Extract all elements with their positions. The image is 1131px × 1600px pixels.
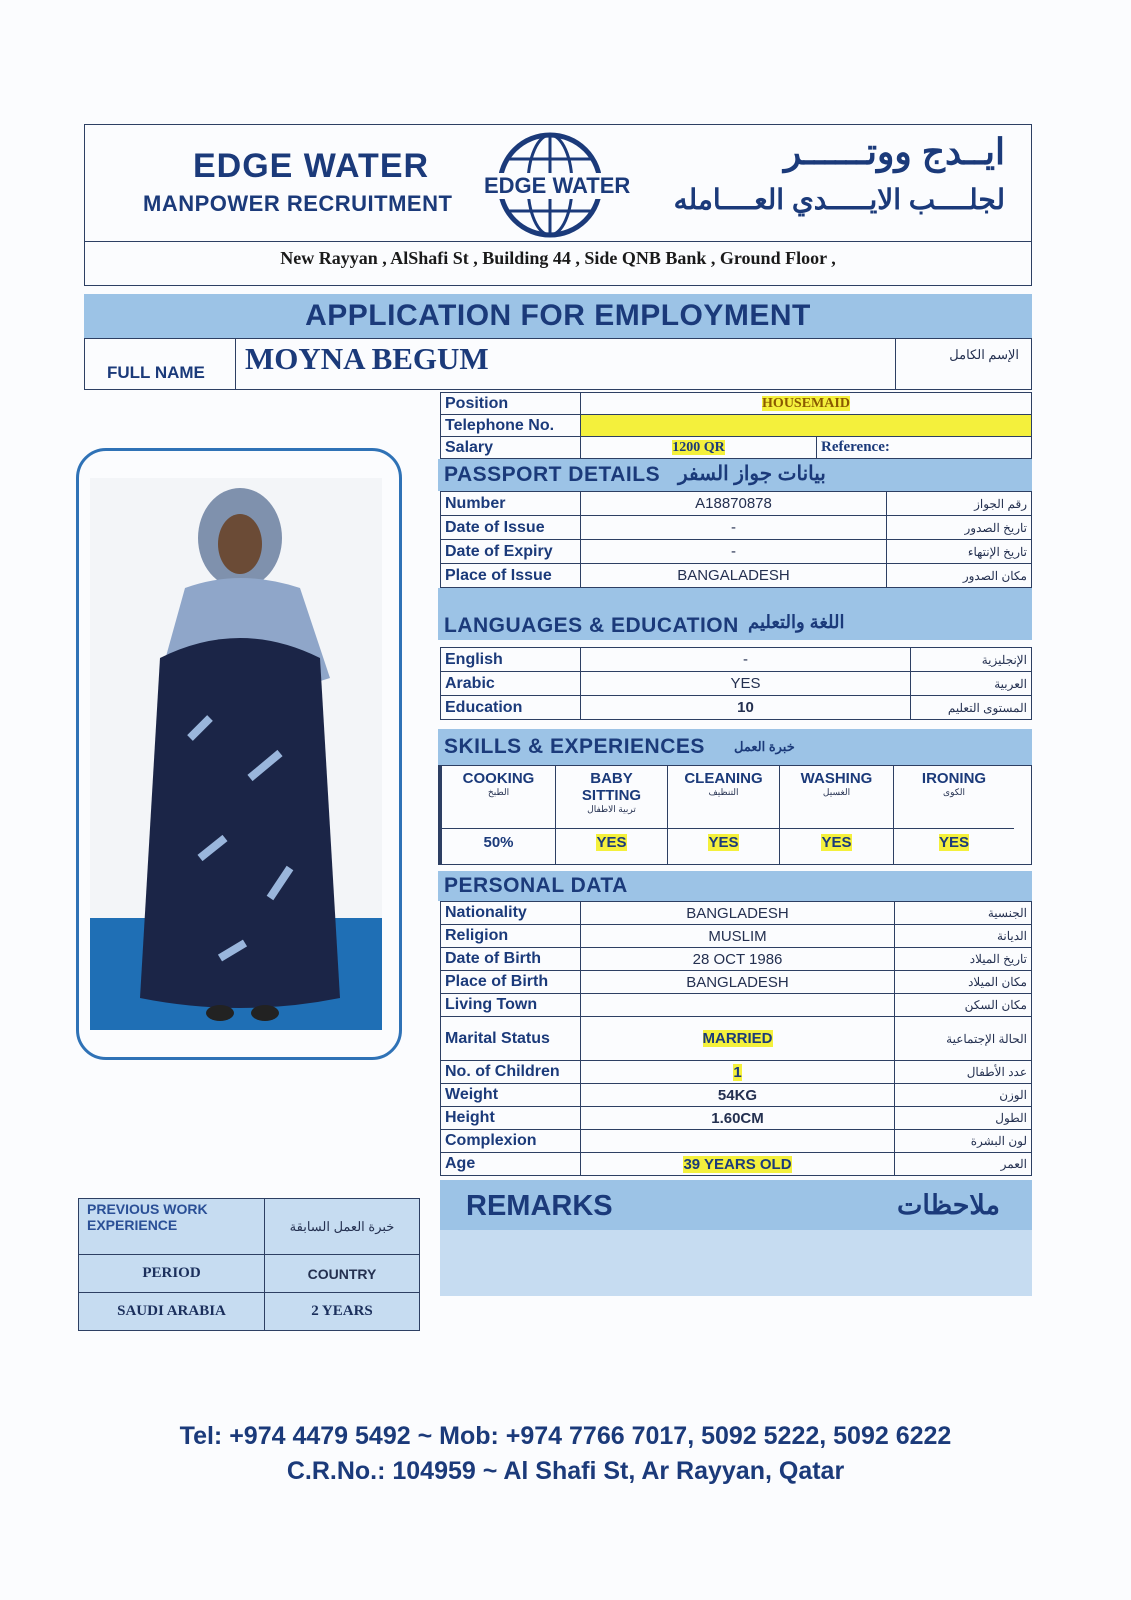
footer-line1: Tel: +974 4479 5492 ~ Mob: +974 7766 7017, 5092 5222, 5092 6222 [179, 1422, 952, 1450]
personal-value: 54KG [717, 1086, 758, 1104]
passport-value: - [731, 519, 736, 536]
personal-label-ar: الطول [895, 1107, 1032, 1130]
country-header: COUNTRY [265, 1255, 420, 1293]
personal-label-ar: مكان السكن [895, 994, 1032, 1017]
telephone-label: Telephone No. [441, 415, 581, 437]
position-label: Position [441, 393, 581, 415]
skill-value: YES [938, 834, 969, 851]
remarks-title-ar: ملاحظات [896, 1190, 1000, 1220]
personal-value: 1 [733, 1063, 742, 1081]
personal-row [441, 902, 1032, 925]
skill-name: BABY [590, 770, 633, 787]
full-name-label: FULL NAME [107, 363, 205, 382]
passport-label-ar: تاريخ الصدور [887, 516, 1032, 540]
personal-value: 28 OCT 1986 [692, 950, 783, 968]
passport-section-header [438, 459, 1032, 491]
passport-row [441, 492, 1032, 516]
languages-label-ar: المستوى التعليم [911, 696, 1032, 720]
personal-label-ar: الحالة الإجتماعية [895, 1017, 1032, 1061]
languages-value: YES [730, 675, 761, 692]
passport-value: - [731, 543, 736, 560]
address-bar [84, 242, 1032, 286]
languages-section-header [438, 588, 1032, 640]
personal-label-ar: الجنسية [895, 902, 1032, 925]
skill-washing [780, 766, 894, 864]
personal-label-ar: الديانة [895, 925, 1032, 948]
footer-line2: C.R.No.: 104959 ~ Al Shafi St, Ar Rayyan, Qatar [286, 1457, 845, 1485]
remarks-title: REMARKS [466, 1190, 613, 1222]
brand-ar-line2: لجلــــب الايـــــدي العــــامله [673, 184, 1005, 215]
period-header: PERIOD [79, 1255, 265, 1293]
full-name-value: MOYNA BEGUM [245, 341, 489, 376]
skill-value: 50% [483, 834, 514, 851]
personal-value: 39 YEARS OLD [683, 1155, 792, 1173]
skill-name2: SITTING [581, 787, 642, 804]
skill-value: YES [821, 834, 852, 851]
passport-row [441, 516, 1032, 540]
personal-label: Marital Status [441, 1017, 581, 1061]
languages-label-ar: الإنجليزية [911, 648, 1032, 672]
previous-work-row-col1: SAUDI ARABIA [79, 1293, 265, 1331]
personal-row [441, 948, 1032, 971]
personal-value: 1.60CM [711, 1109, 764, 1127]
passport-row [441, 540, 1032, 564]
personal-label: Age [441, 1153, 581, 1176]
languages-value: 10 [737, 699, 754, 716]
skill-value: YES [596, 834, 627, 851]
passport-label-ar: تاريخ الإنتهاء [887, 540, 1032, 564]
personal-label-ar: مكان الميلاد [895, 971, 1032, 994]
skill-baby [556, 766, 668, 864]
skill-cleaning [668, 766, 780, 864]
personal-row [441, 994, 1032, 1017]
passport-value: BANGALADESH [677, 567, 790, 584]
remarks-box [440, 1230, 1032, 1296]
personal-row [441, 1130, 1032, 1153]
letterhead [84, 124, 1032, 242]
passport-row [441, 564, 1032, 588]
previous-work-title-ar: خبرة العمل السابقة [265, 1199, 420, 1255]
previous-work-table [78, 1198, 420, 1331]
skill-ironing [894, 766, 1014, 864]
skill-name-ar: التنظيف [708, 787, 739, 797]
languages-row [441, 672, 1032, 696]
personal-value: MARRIED [702, 1030, 773, 1047]
skill-name-ar: تربية الاطفال [587, 804, 636, 814]
job-table [440, 392, 1032, 459]
personal-row [441, 1061, 1032, 1084]
previous-work-title-line1: PREVIOUS WORK [87, 1201, 208, 1217]
languages-title: LANGUAGES & EDUCATION [444, 614, 739, 637]
personal-label: Nationality [441, 902, 581, 925]
languages-row [441, 648, 1032, 672]
passport-label: Place of Issue [441, 564, 581, 588]
form-title: APPLICATION FOR EMPLOYMENT [305, 299, 811, 332]
salary-row [441, 437, 1032, 459]
reference-label: Reference: [817, 437, 1032, 459]
salary-label: Salary [441, 437, 581, 459]
languages-label-ar: العربية [911, 672, 1032, 696]
position-row [441, 393, 1032, 415]
logo-text: EDGE WATER [481, 173, 633, 199]
personal-table [440, 901, 1032, 1176]
personal-label: Height [441, 1107, 581, 1130]
passport-value: A18870878 [695, 495, 772, 512]
skills-grid [438, 765, 1032, 865]
personal-label: Date of Birth [441, 948, 581, 971]
languages-value: - [743, 651, 748, 668]
personal-row [441, 971, 1032, 994]
skill-name: COOKING [462, 770, 535, 787]
skill-name-ar: الغسيل [822, 787, 851, 797]
full-name-row [84, 338, 1032, 390]
brand-en-line1: EDGE WATER [193, 147, 430, 185]
address-text: New Rayyan , AlShafi St , Building 44 , Side QNB Bank , Ground Floor , [280, 248, 836, 268]
skill-cooking [442, 766, 556, 864]
personal-label-ar: لون البشرة [895, 1130, 1032, 1153]
passport-label-ar: مكان الصدور [887, 564, 1032, 588]
personal-label: No. of Children [441, 1061, 581, 1084]
full-name-label-ar: الإسم الكامل [949, 347, 1019, 362]
personal-row [441, 1084, 1032, 1107]
personal-label: Complexion [441, 1130, 581, 1153]
skills-title: SKILLS & EXPERIENCES [444, 735, 705, 758]
personal-row [441, 925, 1032, 948]
languages-row [441, 696, 1032, 720]
personal-label-ar: تاريخ الميلاد [895, 948, 1032, 971]
languages-title-ar: اللغة والتعليم [748, 612, 845, 632]
personal-row [441, 1107, 1032, 1130]
languages-label: Arabic [441, 672, 581, 696]
skill-name-ar: الكوى [943, 787, 965, 797]
personal-title: PERSONAL DATA [444, 874, 628, 897]
position-value: HOUSEMAID [762, 395, 850, 411]
form-title-bar [84, 294, 1032, 338]
brand-en-line2: MANPOWER RECRUITMENT [143, 191, 453, 216]
skills-title-ar: خبرة العمل [734, 739, 795, 754]
passport-table [440, 491, 1032, 588]
personal-label: Place of Birth [441, 971, 581, 994]
personal-value: BANGLADESH [686, 904, 789, 922]
previous-work-title-line2: EXPERIENCE [87, 1217, 178, 1233]
skill-name-ar: الطبخ [487, 787, 510, 797]
personal-label: Religion [441, 925, 581, 948]
passport-label: Date of Issue [441, 516, 581, 540]
personal-label: Weight [441, 1084, 581, 1107]
personal-label-ar: عدد الأطفال [895, 1061, 1032, 1084]
skills-section-header [438, 729, 1032, 765]
personal-row [441, 1017, 1032, 1061]
personal-value: MUSLIM [708, 927, 767, 945]
passport-label-ar: رقم الجواز [887, 492, 1032, 516]
languages-label: Education [441, 696, 581, 720]
previous-work-title [79, 1199, 265, 1255]
languages-table [440, 647, 1032, 720]
skill-name: WASHING [800, 770, 873, 787]
passport-title-ar: بيانات جواز السفر [678, 463, 826, 485]
personal-row [441, 1153, 1032, 1176]
personal-value: BANGLADESH [686, 973, 789, 991]
passport-title: PASSPORT DETAILS [444, 463, 661, 486]
applicant-photo [90, 478, 382, 1030]
personal-section-header [438, 871, 1032, 901]
salary-value: 1200 QR [672, 439, 725, 455]
footer-contacts [0, 1422, 1131, 1486]
telephone-value [581, 415, 1032, 437]
brand-ar-line1: ايــدج ووتــــــر [783, 131, 1005, 172]
languages-label: English [441, 648, 581, 672]
skill-name: CLEANING [684, 770, 763, 787]
personal-label: Living Town [441, 994, 581, 1017]
previous-work-row-col2: 2 YEARS [265, 1293, 420, 1331]
personal-label-ar: الوزن [895, 1084, 1032, 1107]
remarks-header [440, 1180, 1032, 1230]
passport-label: Number [441, 492, 581, 516]
telephone-row [441, 415, 1032, 437]
passport-label: Date of Expiry [441, 540, 581, 564]
skill-name: IRONING [921, 770, 987, 787]
personal-label-ar: العمر [895, 1153, 1032, 1176]
skill-value: YES [708, 834, 739, 851]
